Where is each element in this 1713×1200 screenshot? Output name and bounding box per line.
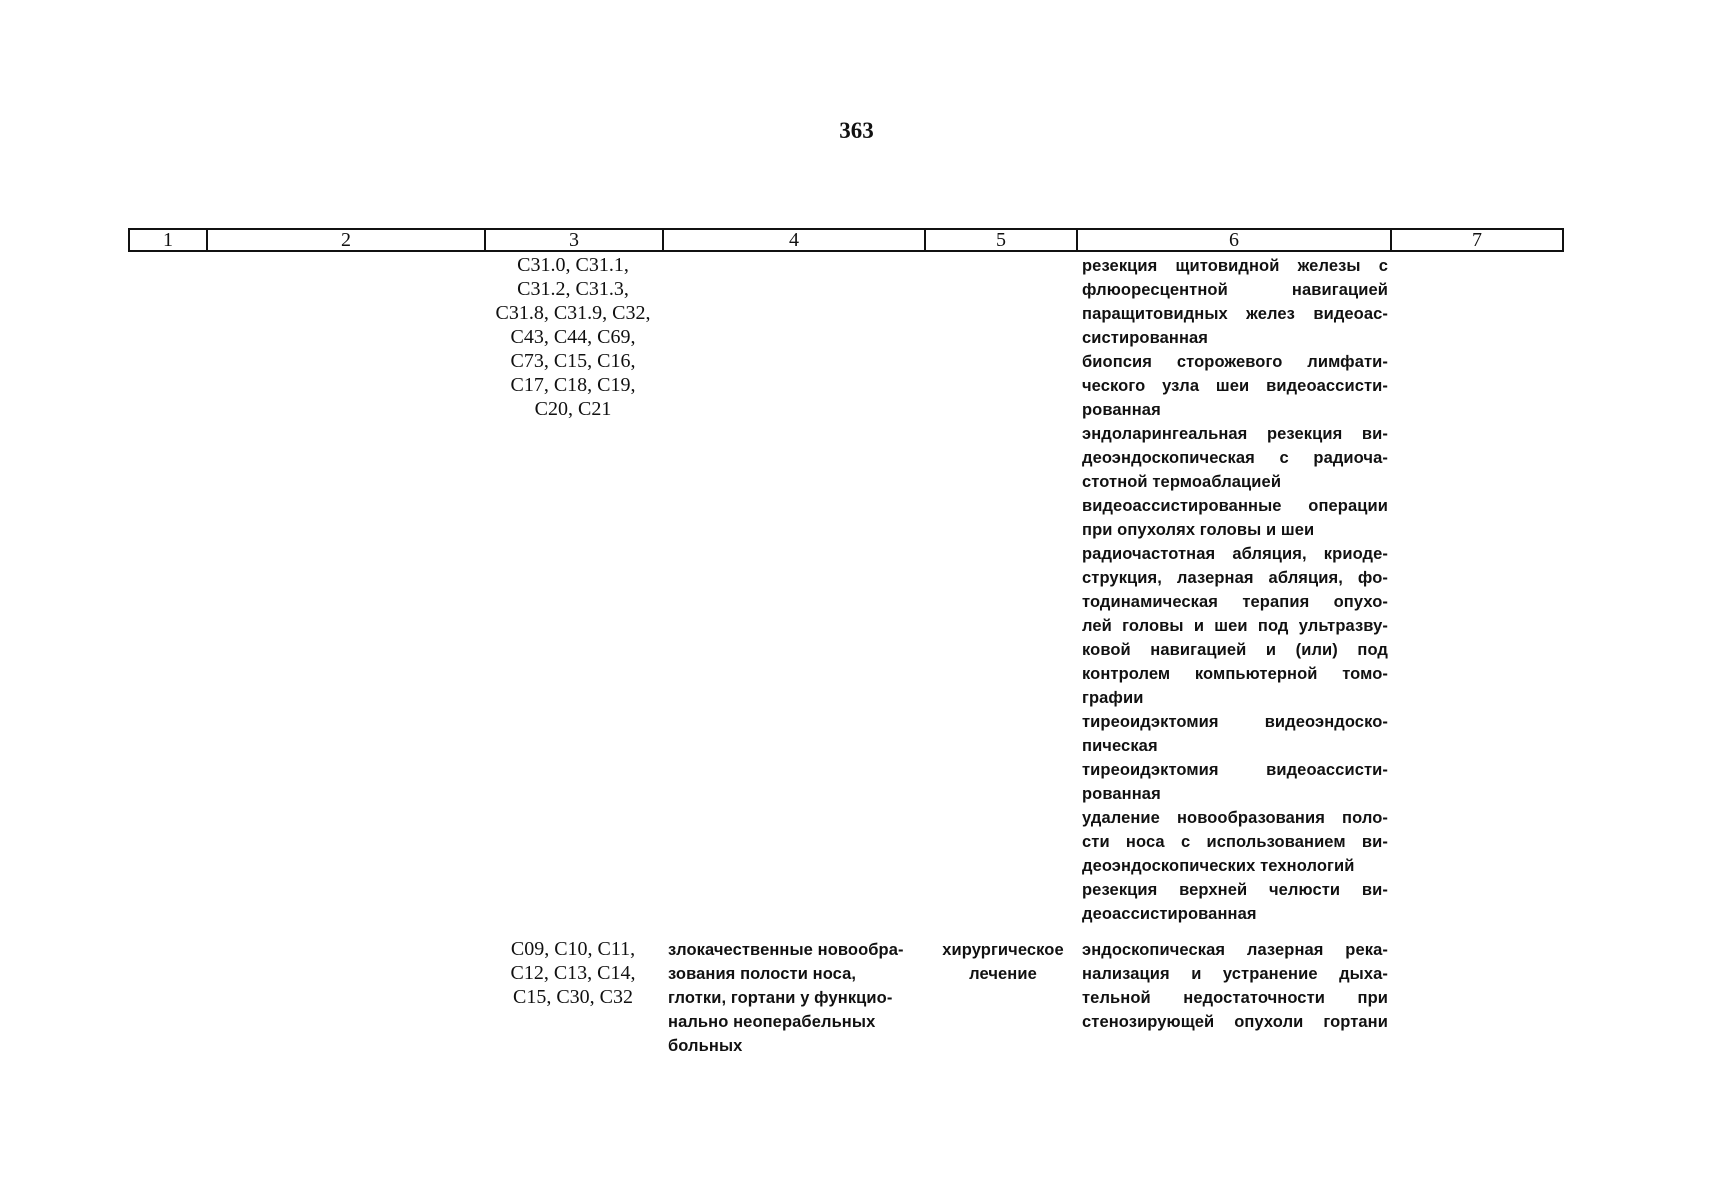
diagnosis-line: нально неоперабельных: [668, 1013, 876, 1031]
code-line: C09, C10, C11,: [510, 938, 636, 960]
method-line: струкция, лазерная абляция, фо-: [1082, 569, 1388, 587]
header-col-5: 5: [926, 230, 1078, 250]
method-line: резекция щитовидной железы с: [1082, 257, 1388, 275]
code-line: C43, C44, C69,: [510, 326, 636, 348]
diagnosis-line: злокачественные новообра-: [668, 941, 904, 959]
method-line: рованная: [1082, 401, 1161, 419]
method-line: деоассистированная: [1082, 905, 1257, 923]
method-line: тиреоидэктомия видеоассисти-: [1082, 761, 1388, 779]
header-col-1: 1: [130, 230, 208, 250]
method-entry: [1082, 878, 1388, 926]
method-line: пическая: [1082, 737, 1158, 755]
method-line: ковой навигацией и (или) под: [1082, 641, 1388, 659]
block2-codes: [484, 937, 662, 1009]
method-line: деоэндоскопическая с радиоча-: [1082, 449, 1388, 467]
method-line: нализация и устранение дыха-: [1082, 965, 1388, 983]
code-line: C17, C18, C19,: [510, 374, 636, 396]
block2-treatment: [930, 938, 1076, 986]
method-line: систированная: [1082, 329, 1209, 347]
diagnosis-line: больных: [668, 1037, 743, 1055]
method-entry: [1082, 758, 1388, 806]
method-line: радиочастотная абляция, криоде-: [1082, 545, 1388, 563]
code-line: C15, C30, C32: [512, 986, 634, 1008]
method-entry: [1082, 494, 1388, 542]
method-line: стотной термоаблацией: [1082, 473, 1282, 491]
method-line: флюоресцентной навигацией: [1082, 281, 1388, 299]
code-line: C31.2, C31.3,: [517, 278, 629, 300]
code-line: C73, C15, C16,: [510, 350, 636, 372]
code-line: C12, C13, C14,: [510, 962, 636, 984]
method-entry: [1082, 254, 1388, 350]
method-line: деоэндоскопических технологий: [1082, 857, 1355, 875]
diagnosis-line: зования полости носа,: [668, 965, 857, 983]
code-line: C20, C21: [534, 398, 612, 420]
method-entry: [1082, 806, 1388, 878]
block1-methods: [1082, 254, 1388, 926]
code-line: C31.0, C31.1,: [517, 254, 629, 276]
method-line: тодинамическая терапия опухо-: [1082, 593, 1388, 611]
diagnosis-line: глотки, гортани у функцио-: [668, 989, 893, 1007]
page-number: 363: [839, 118, 874, 143]
method-entry: [1082, 350, 1388, 422]
method-line: стенозирующей опухоли гортани: [1082, 1013, 1388, 1031]
column-number-header: [128, 228, 1564, 252]
method-line: тельной недостаточности при: [1082, 989, 1388, 1007]
header-col-4: 4: [664, 230, 926, 250]
method-line: видеоассистированные операции: [1082, 497, 1388, 515]
method-line: контролем компьютерной томо-: [1082, 665, 1388, 683]
treatment-line: хирургическое: [942, 941, 1064, 959]
method-line: тиреоидэктомия видеоэндоско-: [1082, 713, 1388, 731]
method-line: эндоскопическая лазерная река-: [1082, 941, 1388, 959]
method-line: эндоларингеальная резекция ви-: [1082, 425, 1388, 443]
header-col-3: 3: [486, 230, 664, 250]
method-line: биопсия сторожевого лимфати-: [1082, 353, 1388, 371]
method-entry: [1082, 710, 1388, 758]
block2-method: [1082, 938, 1388, 1034]
method-line: паращитовидных желез видеоас-: [1082, 305, 1388, 323]
treatment-line: лечение: [969, 965, 1037, 983]
block2-diagnosis: [668, 938, 924, 1058]
method-entry: [1082, 422, 1388, 494]
method-line: лей головы и шеи под ультразву-: [1082, 617, 1388, 635]
code-line: C31.8, C31.9, C32,: [495, 302, 651, 324]
header-col-6: 6: [1078, 230, 1392, 250]
method-line: сти носа с использованием ви-: [1082, 833, 1388, 851]
method-line: графии: [1082, 689, 1144, 707]
header-col-2: 2: [208, 230, 486, 250]
method-line: рованная: [1082, 785, 1161, 803]
method-line: удаление новообразования поло-: [1082, 809, 1388, 827]
method-line: при опухолях головы и шеи: [1082, 521, 1315, 539]
method-entry: [1082, 542, 1388, 710]
method-line: ческого узла шеи видеоассисти-: [1082, 377, 1388, 395]
method-line: резекция верхней челюсти ви-: [1082, 881, 1388, 899]
header-col-7: 7: [1472, 229, 1482, 251]
block1-codes: [484, 253, 662, 421]
